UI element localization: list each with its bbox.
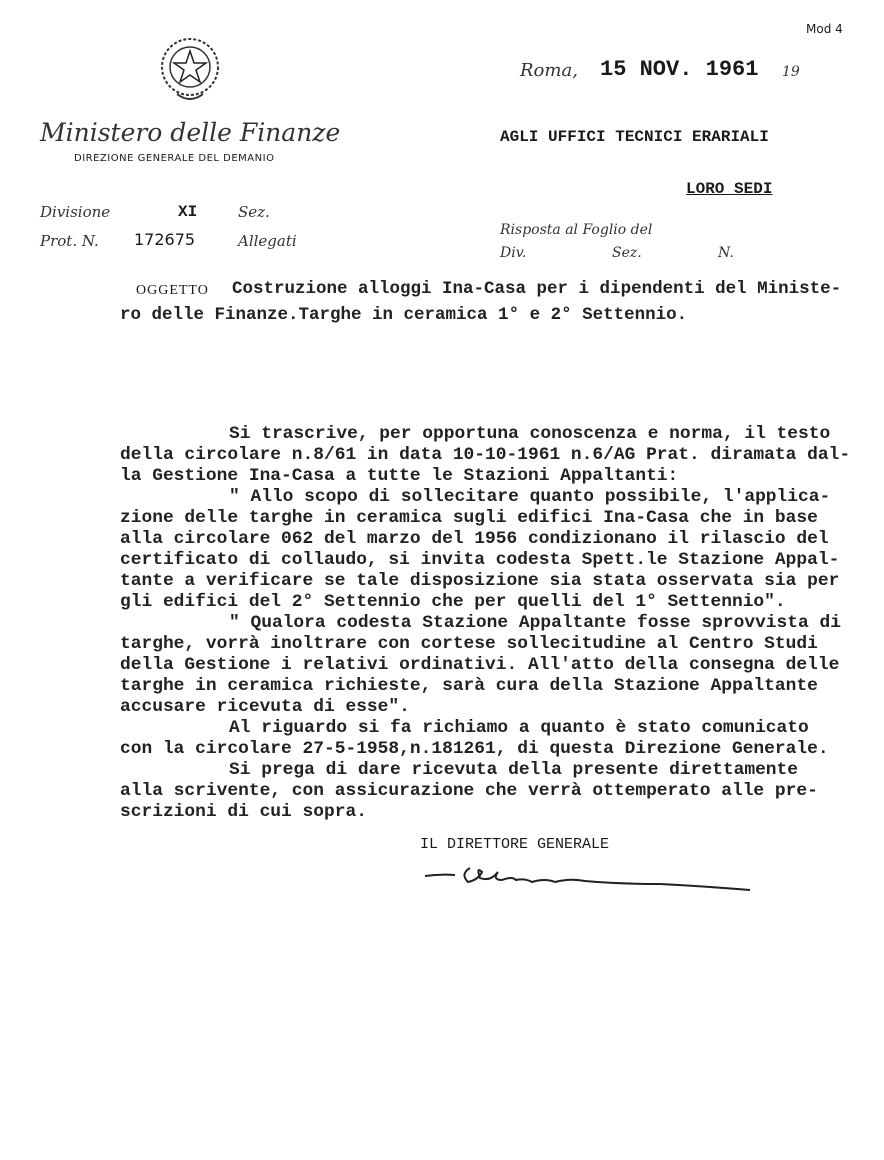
body-line: accusare ricevuta di esse". (120, 697, 410, 717)
reply-label: Risposta al Foglio del (500, 222, 653, 238)
body-line: della circolare n.8/61 in data 10-10-1961 n.6/AG Prat. diramata dal- (120, 445, 851, 465)
form-code: Mod 4 (806, 22, 843, 36)
body-line: Al riguardo si fa richiamo a quanto è stato comunicato (229, 718, 809, 738)
body-line: alla scrivente, con assicurazione che verrà ottemperato alle pre- (120, 781, 818, 801)
protocol-label: Prot. N. (40, 232, 99, 250)
body-line: certificato di collaudo, si invita codesta Spett.le Stazione Appal- (120, 550, 840, 570)
date-stamp: 15 NOV. 1961 (600, 57, 759, 82)
department-name: DIREZIONE GENERALE DEL DEMANIO (74, 153, 275, 164)
body-line: " Qualora codesta Stazione Appaltante fosse sprovvista di (229, 613, 841, 633)
attachments-label: Allegati (238, 232, 297, 250)
recipient: AGLI UFFICI TECNICI ERARIALI (500, 128, 769, 146)
handwritten-signature (420, 856, 760, 896)
reply-division: Div. (500, 245, 527, 261)
body-line: la Gestione Ina-Casa a tutte le Stazioni Appaltanti: (120, 466, 679, 486)
body-line: tante a verificare se tale disposizione sia stata osservata sia per (120, 571, 840, 591)
body-line: della Gestione i relativi ordinativi. All'atto della consegna delle (120, 655, 840, 675)
body-line: targhe, vorrà inoltrare con cortese sollecitudine al Centro Studi (120, 634, 818, 654)
body-line: Si prega di dare ricevuta della presente direttamente (229, 760, 799, 780)
reply-number: N. (718, 245, 734, 261)
year-prefix: 19 (782, 64, 800, 80)
body-line: " Allo scopo di sollecitare quanto possibile, l'applica- (229, 487, 831, 507)
subject-line-2: ro delle Finanze.Targhe in ceramica 1° e 2° Settennio. (120, 305, 688, 325)
division-value: XI (178, 203, 198, 221)
ministry-name: Ministero delle Finanze (40, 118, 341, 147)
signature-title: IL DIRETTORE GENERALE (420, 836, 610, 853)
body-line: gli edifici del 2° Settennio che per quelli del 1° Settennio". (120, 592, 786, 612)
place-label: Roma, (520, 60, 578, 81)
body-line: alla circolare 062 del marzo del 1956 condizionano il rilascio del (120, 529, 829, 549)
body-line: targhe in ceramica richieste, sarà cura della Stazione Appaltante (120, 676, 818, 696)
protocol-number: 172675 (134, 230, 196, 249)
subject-label: OGGETTO (136, 283, 209, 298)
division-label: Divisione (40, 203, 111, 221)
section-label: Sez. (238, 203, 270, 221)
reply-section: Sez. (612, 245, 642, 261)
body-line: scrizioni di cui sopra. (120, 802, 367, 822)
body-line: zione delle targhe in ceramica sugli edifici Ina-Casa che in base (120, 508, 818, 528)
emblem-icon (157, 34, 223, 106)
subject-line-1: Costruzione alloggi Ina-Casa per i dipendenti del Ministe- (232, 279, 842, 299)
body-line: con la circolare 27-5-1958,n.181261, di questa Direzione Generale. (120, 739, 829, 759)
recipient-location: LORO SEDI (686, 180, 773, 198)
body-line: Si trascrive, per opportuna conoscenza e norma, il testo (229, 424, 831, 444)
